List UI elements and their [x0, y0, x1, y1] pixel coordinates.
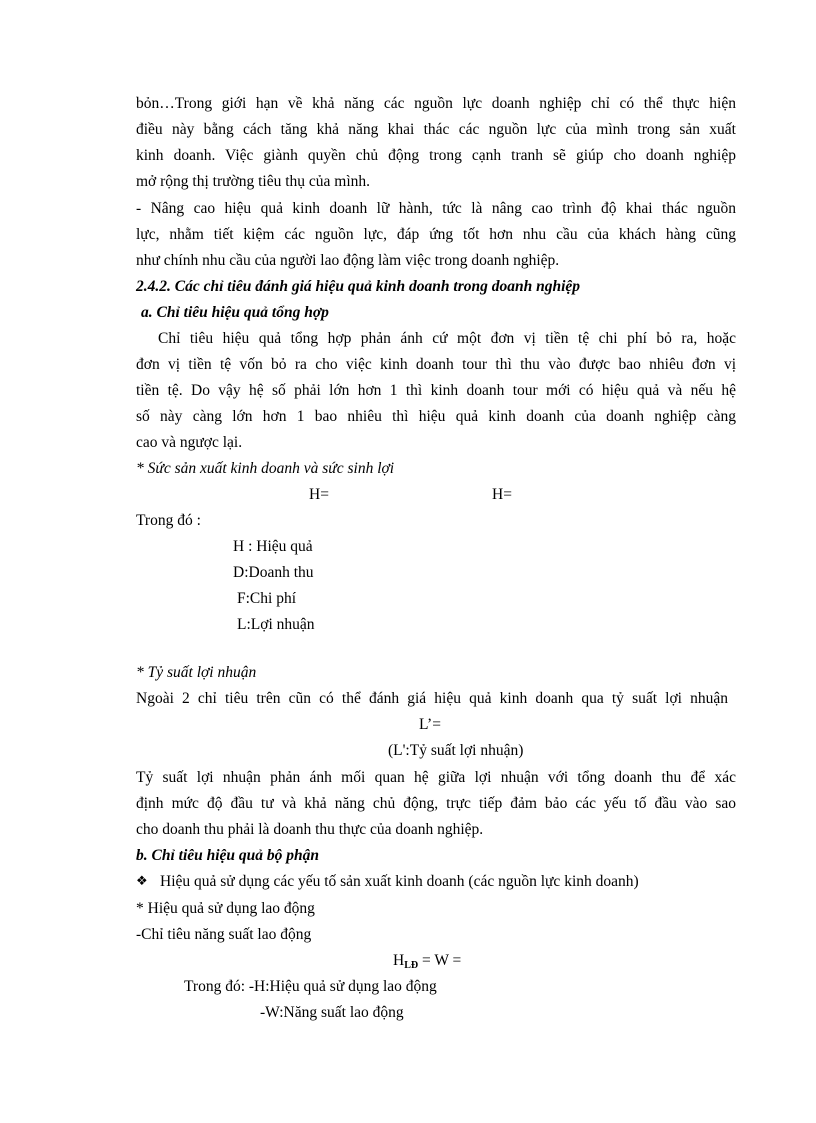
intro-line-6: lực, nhằm tiết kiệm các nguồn lực, đáp ứng tốt hơn nhu cầu của khách hàng cũng [136, 226, 736, 243]
profit-rate-para-line-1: Tỷ suất lợi nhuận phản ánh mối quan hệ giữa lợi nhuận với tổng doanh thu để xác [136, 769, 736, 786]
intro-line-7: như chính nhu cầu của người lao động làm việc trong doanh nghiệp. [136, 252, 560, 269]
definition-d: D:Doanh thu [233, 564, 314, 581]
definition-l: L:Lợi nhuận [237, 616, 315, 633]
productivity-heading: * Sức sản xuất kinh doanh và sức sinh lợi [136, 460, 395, 477]
formula-hld-main: H [393, 952, 405, 969]
where-label: Trong đó : [136, 512, 201, 529]
para-a-line-1: Chỉ tiêu hiệu quả tổng hợp phản ánh cứ một đơn vị tiền tệ chi phí bỏ ra, hoặc [158, 330, 736, 347]
formula-l: L’= [419, 716, 441, 733]
para-a-line-3: tiền tệ. Do vậy hệ số phải lớn hơn 1 thì kinh doanh tour mới có hiệu quả và nếu hệ [136, 382, 736, 399]
para-a-line-4: số này càng lớn hơn 1 bao nhiêu thì hiệu quả kinh doanh của doanh nghiệp càng [136, 408, 736, 425]
profit-rate-para-line-3: cho doanh thu phải là doanh thu thực của doanh nghiệp. [136, 821, 484, 838]
section-heading: 2.4.2. Các chỉ tiêu đánh giá hiệu quả kinh doanh trong doanh nghiệp [136, 278, 581, 295]
bullet-text: Hiệu quả sử dụng các yếu tố sản xuất kinh doanh (các nguồn lực kinh doanh) [160, 873, 639, 890]
subsection-b-heading: b. Chỉ tiêu hiệu quả bộ phận [136, 847, 320, 864]
formula-l-note: (L':Tỷ suất lợi nhuận) [388, 742, 524, 759]
intro-line-1: bỏn…Trong giới hạn về khả năng các nguồn lực doanh nghiệp chỉ có thể thực hiện [136, 95, 736, 112]
intro-line-5: - Nâng cao hiệu quả kinh doanh lữ hành, tức là nâng cao trình độ khai thác nguồn [136, 200, 736, 217]
para-a-line-5: cao và ngược lại. [136, 434, 243, 451]
para-a-line-2: đơn vị tiền tệ vốn bỏ ra cho việc kinh doanh tour thì thu vào được bao nhiêu đơn vị [136, 356, 736, 373]
profit-rate-heading: * Tỷ suất lợi nhuận [136, 664, 257, 681]
definition-f: F:Chi phí [237, 590, 297, 607]
profit-rate-intro: Ngoài 2 chỉ tiêu trên cũn có thể đánh giá hiệu quả kinh doanh qua tỷ suất lợi nhuận [136, 690, 728, 707]
labor-heading: * Hiệu quả sử dụng lao động [136, 900, 315, 917]
diamond-bullet-icon: ❖ [136, 874, 148, 889]
intro-line-3: kinh doanh. Việc giành quyền chủ động trong cạnh tranh sẽ giúp cho doanh nghiệp [136, 147, 736, 164]
formula-h-profit: H= [492, 486, 512, 503]
labor-indicator: -Chỉ tiêu năng suất lao động [136, 926, 312, 943]
formula-hld-rest: = W = [418, 952, 462, 969]
labor-where-1: Trong đó: -H:Hiệu quả sử dụng lao động [184, 978, 437, 995]
subsection-a-heading: a. Chỉ tiêu hiệu quả tổng hợp [141, 304, 329, 321]
formula-h-revenue: H= [309, 486, 329, 503]
definition-h: H : Hiệu quả [233, 538, 313, 555]
formula-hld-subscript: LĐ [404, 960, 419, 971]
intro-line-4: mở rộng thị trường tiêu thụ của mình. [136, 173, 371, 190]
intro-line-2: điều này bằng cách tăng khả năng khai thác các nguồn lực của mình trong sản xuất [136, 121, 736, 138]
profit-rate-para-line-2: định mức độ đầu tư và khả năng chủ động, trực tiếp đảm bảo các yếu tố đầu vào sao [136, 795, 736, 812]
formula-hld [393, 951, 461, 976]
labor-where-2: -W:Năng suất lao động [260, 1004, 404, 1021]
